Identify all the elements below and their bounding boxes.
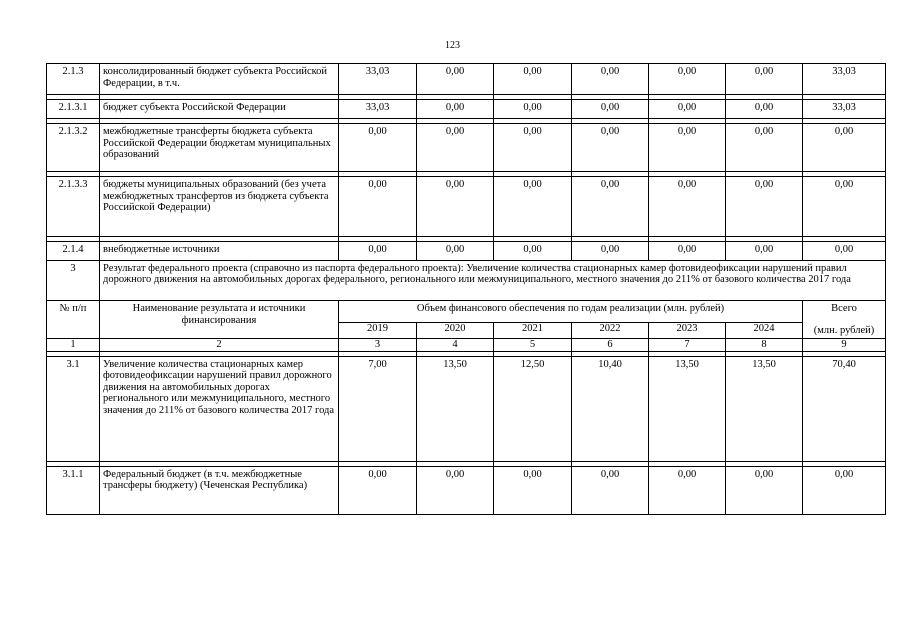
value-2024: 13,50 (726, 356, 803, 461)
value-2022: 10,40 (572, 356, 649, 461)
year-2023: 2023 (649, 323, 726, 339)
value-2024: 0,00 (726, 100, 803, 119)
index-row (47, 339, 886, 352)
value-2020: 0,00 (417, 64, 494, 95)
table-row (47, 124, 886, 172)
year-2020: 2020 (417, 323, 494, 339)
row-name: внебюджетные источники (100, 242, 339, 261)
value-2019: 33,03 (339, 64, 417, 95)
value-total: 0,00 (803, 242, 886, 261)
value-total: 70,40 (803, 356, 886, 461)
value-2022: 0,00 (572, 100, 649, 119)
value-2020: 0,00 (417, 100, 494, 119)
index-cell: 3 (339, 339, 417, 352)
budget-rows (47, 64, 886, 515)
table-row (47, 100, 886, 119)
index-cell: 7 (649, 339, 726, 352)
header-total (803, 301, 886, 339)
row-number: 2.1.3.3 (47, 177, 100, 237)
row-name: бюджеты муниципальных образований (без учета межбюджетных трансфертов из бюджета субъекта Российской Федерации) (100, 177, 339, 237)
year-2019: 2019 (339, 323, 417, 339)
value-total: 0,00 (803, 466, 886, 514)
value-2023: 0,00 (649, 100, 726, 119)
value-2023: 0,00 (649, 64, 726, 95)
value-2020: 13,50 (417, 356, 494, 461)
index-cell: 1 (47, 339, 100, 352)
value-2024: 0,00 (726, 242, 803, 261)
value-2020: 0,00 (417, 177, 494, 237)
value-2023: 13,50 (649, 356, 726, 461)
row-number: 3.1 (47, 356, 100, 461)
value-2019: 33,03 (339, 100, 417, 119)
section-number: 3 (47, 261, 100, 301)
header-row (47, 301, 886, 323)
value-2021: 0,00 (494, 466, 572, 514)
financing-table (46, 63, 886, 515)
value-2022: 0,00 (572, 177, 649, 237)
value-total: 0,00 (803, 124, 886, 172)
value-2020: 0,00 (417, 466, 494, 514)
value-2023: 0,00 (649, 177, 726, 237)
value-2019: 0,00 (339, 466, 417, 514)
header-total-line2: (млн. рублей) (813, 324, 875, 336)
value-2021: 0,00 (494, 242, 572, 261)
value-2019: 7,00 (339, 356, 417, 461)
table-row (47, 466, 886, 514)
row-number: 2.1.3 (47, 64, 100, 95)
header-name: Наименование результата и источники финансирования (100, 301, 339, 339)
value-2021: 0,00 (494, 100, 572, 119)
year-2024: 2024 (726, 323, 803, 339)
header-volume: Объем финансового обеспечения по годам реализации (млн. рублей) (339, 301, 803, 323)
value-2024: 0,00 (726, 64, 803, 95)
value-2022: 0,00 (572, 466, 649, 514)
value-total: 33,03 (803, 64, 886, 95)
table-row (47, 356, 886, 461)
value-2019: 0,00 (339, 124, 417, 172)
row-name: консолидированный бюджет субъекта Российской Федерации, в т.ч. (100, 64, 339, 95)
page-number: 123 (445, 40, 460, 51)
header-total-line1: Всего (831, 303, 857, 314)
row-name: Федеральный бюджет (в т.ч. межбюджетные трансферы бюджету) (Чеченская Республика) (100, 466, 339, 514)
year-2022: 2022 (572, 323, 649, 339)
value-total: 0,00 (803, 177, 886, 237)
value-2022: 0,00 (572, 242, 649, 261)
header-number: № п/п (47, 301, 100, 339)
value-2023: 0,00 (649, 466, 726, 514)
row-number: 2.1.3.1 (47, 100, 100, 119)
value-2021: 0,00 (494, 124, 572, 172)
row-name: бюджет субъекта Российской Федерации (100, 100, 339, 119)
value-2020: 0,00 (417, 124, 494, 172)
value-total: 33,03 (803, 100, 886, 119)
value-2021: 12,50 (494, 356, 572, 461)
section-title: Результат федерального проекта (справочно из паспорта федерального проекта): Увеличение количества стационарных камер фотовидеофиксации нарушений правил дорожного движения на автомобильных дорогах федерального, регионального или межмуниципального, местного значения до 211% от базового количества 2017 года (100, 261, 886, 301)
index-cell: 8 (726, 339, 803, 352)
row-name: межбюджетные трансферты бюджета субъекта Российской Федерации бюджетам муниципальных образований (100, 124, 339, 172)
index-cell: 5 (494, 339, 572, 352)
value-2021: 0,00 (494, 64, 572, 95)
value-2019: 0,00 (339, 177, 417, 237)
table-row (47, 64, 886, 95)
year-2021: 2021 (494, 323, 572, 339)
index-cell: 6 (572, 339, 649, 352)
row-name: Увеличение количества стационарных камер фотовидеофиксации нарушений правил дорожного движения на автомобильных дорогах регионального или межмуниципального, местного значения до 211% от базового количества 2017 года (100, 356, 339, 461)
row-number: 3.1.1 (47, 466, 100, 514)
index-cell: 2 (100, 339, 339, 352)
index-cell: 4 (417, 339, 494, 352)
value-2023: 0,00 (649, 242, 726, 261)
table-row (47, 177, 886, 237)
value-2023: 0,00 (649, 124, 726, 172)
value-2022: 0,00 (572, 124, 649, 172)
value-2024: 0,00 (726, 466, 803, 514)
value-2021: 0,00 (494, 177, 572, 237)
index-cell: 9 (803, 339, 886, 352)
row-number: 2.1.3.2 (47, 124, 100, 172)
value-2022: 0,00 (572, 64, 649, 95)
row-number: 2.1.4 (47, 242, 100, 261)
table-row (47, 242, 886, 261)
section-row (47, 261, 886, 301)
value-2019: 0,00 (339, 242, 417, 261)
value-2024: 0,00 (726, 177, 803, 237)
value-2020: 0,00 (417, 242, 494, 261)
value-2024: 0,00 (726, 124, 803, 172)
